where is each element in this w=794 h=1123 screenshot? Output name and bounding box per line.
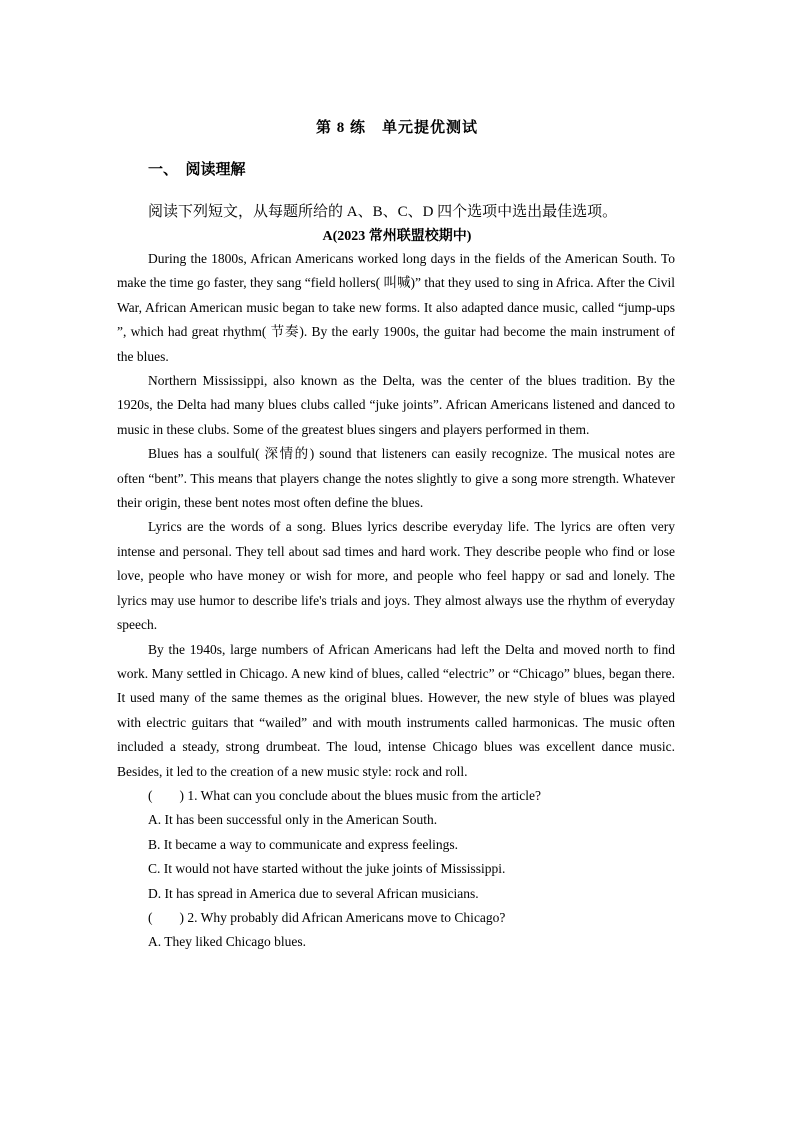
question-1-stem: ( ) 1. What can you conclude about the blues music from the article? (148, 787, 541, 803)
instruction-text: 阅读下列短文，从每题所给的 A、B、C、D 四个选项中选出最佳选项。 (148, 204, 618, 220)
section-heading: 一、 阅读理解 (148, 162, 246, 178)
passage-paragraph-5: By the 1940s, large numbers of African Americans had left the Delta and moved north to find work. Many settled in Chicago. A new kind of blues, called “electric” or “Chicago” blues, began there. It used many of the same themes as the original blues. However, the new style of blues was played with electric guitars that “wailed” and with mouth instruments called harmonicas. The music often included a steady, strong drumbeat. The loud, intense Chicago blues was excellent dance music. Besides, it led to the creation of a new music style: rock and roll. (117, 641, 675, 779)
question-1-option-a: A. It has been successful only in the American South. (148, 812, 438, 828)
passage-label: A(2023 常州联盟校期中) (322, 229, 472, 244)
question-2-option-a: A. They liked Chicago blues. (148, 934, 306, 950)
passage-paragraph-4: Lyrics are the words of a song. Blues lyrics describe everyday life. The lyrics are often very intense and personal. They tell about sad times and hard work. They describe people who find or lose love, people who have money or wish for more, and people who feel happy or sad and lonely. The lyrics may use humor to describe life's trials and joys. They almost always use the rhythm of everyday speech. (117, 519, 675, 633)
passage-paragraph-2: Northern Mississippi, also known as the Delta, was the center of the blues tradition. By the 1920s, the Delta had many blues clubs called “juke joints”. African Americans listened and danced to music in these clubs. Some of the greatest blues singers and players performed in them. (117, 373, 675, 437)
passage-paragraph-1: During the 1800s, African Americans worked long days in the fields of the American South. To make the time go faster, they sang “field hollers( 叫喊)” that they used to sing in Africa. After the Civil War, African American music began to take new forms. It also adapted dance music, called “jump-ups ”, which had great rhythm( 节奏). By the early 1900s, the guitar had become the main instrument of the blues. (117, 251, 675, 364)
page-title: 第 8 练 单元提优测试 (315, 120, 478, 136)
question-2-stem: ( ) 2. Why probably did African Americans move to Chicago? (148, 909, 506, 925)
question-1-option-c: C. It would not have started without the juke joints of Mississippi. (148, 861, 506, 877)
passage-paragraph-3: Blues has a soulful( 深情的) sound that listeners can easily recognize. The musical notes are often “bent”. This means that players change the notes slightly to give a song more strength. Whatever their origin, these bent notes most often define the blues. (117, 446, 675, 511)
question-1-option-b: B. It became a way to communicate and express feelings. (148, 836, 459, 852)
reading-passage (117, 247, 675, 955)
question-1-option-d: D. It has spread in America due to several African musicians. (148, 885, 479, 901)
